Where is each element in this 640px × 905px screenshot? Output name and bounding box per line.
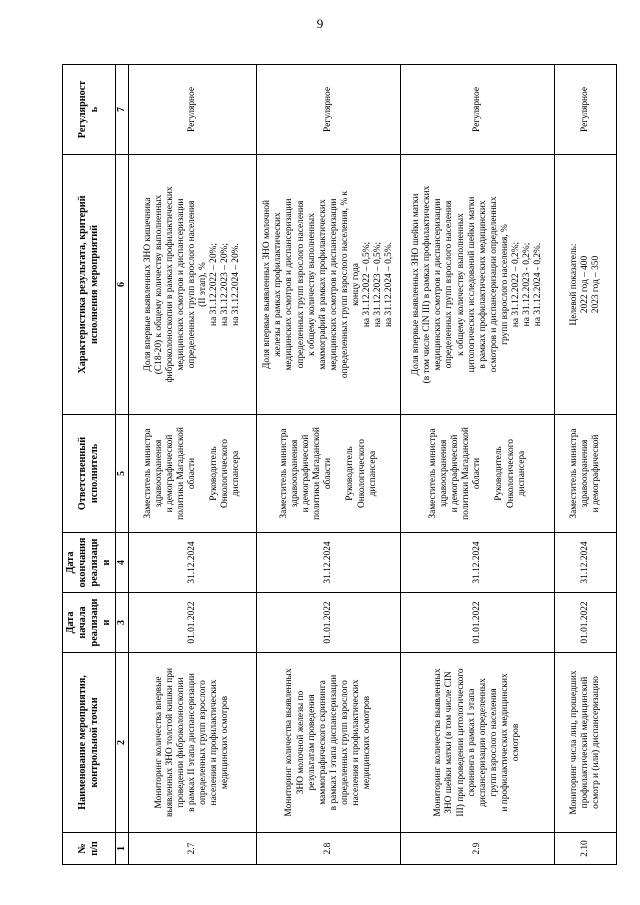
- header-start: Дата начала реализации: [63, 593, 116, 653]
- row-responsible: Заместитель министра здравоохранения и демографической политики Магаданской области Руководитель Онкологического диспансера: [257, 415, 401, 533]
- row-regularity: Регулярное: [257, 65, 401, 155]
- row-regularity: Регулярное: [128, 65, 256, 155]
- column-number: 3: [116, 593, 129, 653]
- row-end: 31.12.2024: [401, 533, 555, 593]
- row-num: 2.8: [257, 833, 401, 865]
- row-name: Мониторинг количества впервые выявленных ЗНО толстой кишки при проведении фиброколоноскопии в рамках II этапа диспансеризации определенных групп взрослого населения и профилактических медицинских осмотров: [128, 653, 256, 833]
- row-result: Доля впервые выявленных ЗНО кишечника (С18-20) к общему количеству выполненных фиброколоноскопии в рамках профилактических медицинских осмотров и диспансеризации определенных групп взрослого населения (II этап), % на 31.12.2022 – 20%; на 31.12.2023 – 20%; на 31.12.2024 – 20%.: [128, 155, 256, 415]
- row-start: 01.01.2022: [401, 593, 555, 653]
- row-start: 01.01.2022: [128, 593, 256, 653]
- column-number: 7: [116, 65, 129, 155]
- header-regularity: Регулярност ь: [63, 65, 116, 155]
- row-name: Мониторинг количества выявленных ЗНО шейки матки (в том числе CIN III) при проведении цитологического скрининга в рамках I этапа диспансеризации определенных групп взрослого населения и профилактических медицинских осмотров: [401, 653, 555, 833]
- plan-table: [62, 64, 617, 865]
- row-responsible: Заместитель министра здравоохранения и демографической политики Магаданской области Руководитель Онкологического диспансера: [401, 415, 555, 533]
- header-responsible: Ответственный исполнитель: [63, 415, 116, 533]
- row-name: Мониторинг количества выявленных ЗНО молочной железы по результатам проведения маммографического скрининга в рамках I этапа диспансеризации определенных групп взрослого населения и профилактических медицинских осмотров: [257, 653, 401, 833]
- row-num: 2.7: [128, 833, 256, 865]
- row-regularity: Регулярное: [555, 65, 617, 155]
- column-number: 4: [116, 533, 129, 593]
- row-name: Мониторинг числа лиц, прошедших профилактический медицинский осмотр и (или) диспансеризацию: [555, 653, 617, 833]
- column-number: 1: [116, 833, 129, 865]
- row-num: 2.9: [401, 833, 555, 865]
- row-regularity: Регулярное: [401, 65, 555, 155]
- header-num: № п/п: [63, 833, 116, 865]
- column-number: 6: [116, 155, 129, 415]
- row-start: 01.01.2022: [555, 593, 617, 653]
- row-result: Целевой показатель: 2022 год – 400 2023 год – 350: [555, 155, 617, 415]
- page-number: 9: [316, 16, 324, 31]
- row-end: 31.12.2024: [555, 533, 617, 593]
- table-row: [401, 65, 555, 865]
- row-result: Доля впервые выявленных ЗНО молочной железы в рамках профилактических медицинских осмотров и диспансеризации определенных групп взрослого населения к общему количеству выполненных маммографий в рамках профилактических медицинских осмотров и диспансеризации определенных групп взрослого населения, % к концу года на 31.12.2022 – 0,5%; на 31.12.2023 – 0,5%; на 31.12.2024 – 0,5%.: [257, 155, 401, 415]
- header-name: Наименование мероприятия, контрольной точки: [63, 653, 116, 833]
- header-result: Характеристика результата, критерий исполнения мероприятий: [63, 155, 116, 415]
- column-number: 2: [116, 653, 129, 833]
- column-number-row: [116, 65, 129, 865]
- table-row: [257, 65, 401, 865]
- row-start: 01.01.2022: [257, 593, 401, 653]
- table-row: [128, 65, 256, 865]
- row-end: 31.12.2024: [257, 533, 401, 593]
- row-responsible: Заместитель министра здравоохранения и демографической политики Магаданской области Руководитель Онкологического диспансера: [128, 415, 256, 533]
- column-number: 5: [116, 415, 129, 533]
- row-num: 2.10: [555, 833, 617, 865]
- table-row: [555, 65, 617, 865]
- header-end: Дата окончания реализации: [63, 533, 116, 593]
- row-end: 31.12.2024: [128, 533, 256, 593]
- row-result: Доля впервые выявленных ЗНО шейки матки (в том числе CIN III) в рамках профилактических медицинских осмотров и диспансеризации определенных групп взрослого населения к общему количеству выполненных цитологических исследований шейки матки в рамках профилактических медицинских осмотров и диспансеризации определенных групп взрослого населения, % на 31.12.2022 – 0,2%; на 31.12.2023 - 0,2%; на 31.12.2024 - 0,2%.: [401, 155, 555, 415]
- header-row: [63, 65, 116, 865]
- rotated-table-wrapper: [62, 65, 617, 865]
- row-responsible: Заместитель министра здравоохранения и демографической: [555, 415, 617, 533]
